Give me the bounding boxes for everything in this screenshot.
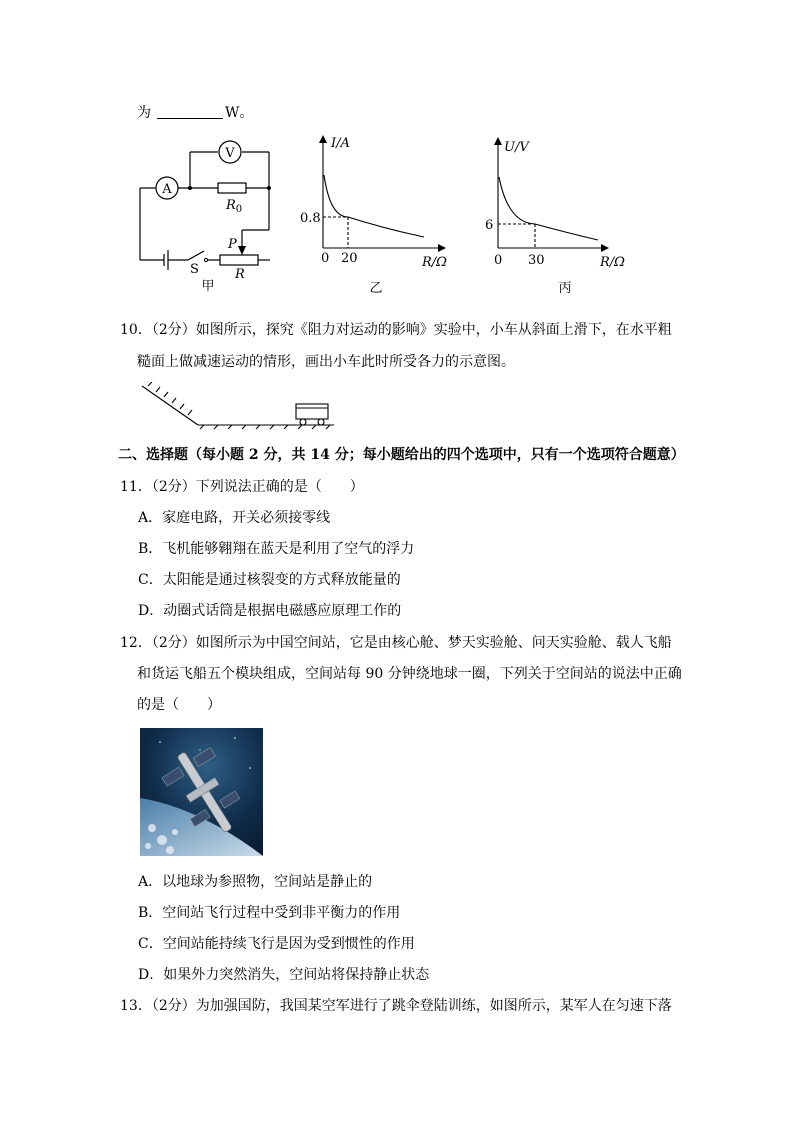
graph-bing-xlabel: R/Ω	[600, 255, 625, 270]
q10-line-2: 糙面上做减速运动的情形，画出小车此时所受各力的示意图。	[137, 354, 515, 370]
voltmeter-label: V	[225, 146, 235, 161]
graph-yi-curve	[324, 175, 424, 237]
q12-line-3: 的是（ ）	[137, 697, 221, 713]
graph-bing-caption: 丙	[558, 281, 572, 296]
q11-stem: 11．（2分）下列说法正确的是（ ）	[120, 479, 364, 495]
q9-answer-line	[137, 103, 253, 123]
r0-label: $R_0$	[226, 198, 243, 215]
cart-icon	[296, 404, 328, 419]
q12-option-a[interactable]: A．以地球为参照物，空间站是静止的	[138, 874, 373, 890]
graph-yi	[296, 133, 461, 298]
graph-bing	[480, 135, 640, 298]
graph-bing-ytick: 6	[485, 218, 494, 233]
q11-option-a[interactable]: A．家庭电路，开关必须接零线	[138, 510, 331, 526]
graph-bing-xtick: 30	[528, 253, 545, 268]
q9-prefix: 为	[137, 105, 151, 121]
q12-line-2: 和货运飞船五个模块组成，空间站每 90 分钟绕地球一圈，下列关于空间站的说法中正确	[137, 666, 682, 682]
slider-arrow-icon	[238, 246, 246, 255]
q10-line-1: 10．（2分）如图所示，探究《阻力对运动的影响》实验中，小车从斜面上滑下，在水平粗	[120, 322, 672, 338]
ammeter-label: A	[162, 182, 172, 197]
graph-bing-curve	[499, 177, 598, 240]
q12-option-b[interactable]: B．空间站飞行过程中受到非平衡力的作用	[138, 905, 401, 921]
space-station-image	[140, 728, 263, 856]
graph-yi-xtick: 20	[341, 251, 358, 266]
graph-yi-ylabel: I/A	[331, 136, 350, 151]
rheostat-icon	[220, 255, 258, 265]
q9-answer-blank[interactable]	[157, 104, 223, 119]
q11-option-d[interactable]: D．动圈式话筒是根据电磁感应原理工作的	[138, 603, 402, 619]
graph-yi-origin: 0	[321, 251, 330, 266]
q11-option-c[interactable]: C．太阳能是通过核裂变的方式释放能量的	[138, 572, 401, 588]
q13-line-1: 13．（2分）为加强国防，我国某空军进行了跳伞登陆训练，如图所示，某军人在匀速下落	[120, 998, 672, 1014]
q12-line-1: 12．（2分）如图所示为中国空间站，它是由核心舱、梦天实验舱、问天实验舱、载人飞船	[120, 635, 672, 651]
slider-label: P	[228, 237, 237, 252]
q12-option-c[interactable]: C．空间站能持续飞行是因为受到惯性的作用	[138, 936, 415, 952]
section-2-title: 二、选择题（每小题 2 分，共 14 分；每小题给出的四个选项中，只有一个选项符合题意）	[118, 447, 685, 463]
circuit-diagram	[130, 138, 290, 298]
q11-option-b[interactable]: B．飞机能够翱翔在蓝天是利用了空气的浮力	[138, 541, 415, 557]
q12-option-d[interactable]: D．如果外力突然消失，空间站将保持静止状态	[138, 967, 430, 983]
graph-bing-origin: 0	[494, 253, 503, 268]
graph-yi-ytick: 0.8	[300, 211, 321, 226]
graph-yi-xlabel: R/Ω	[422, 255, 447, 270]
rheostat-label: R	[235, 267, 245, 282]
switch-label: S	[190, 262, 199, 277]
graph-yi-caption: 乙	[369, 281, 383, 296]
incline-cart-figure	[138, 382, 338, 432]
circuit-caption: 甲	[201, 279, 215, 294]
q9-unit: W。	[225, 105, 254, 121]
r0-resistor-icon	[218, 183, 246, 193]
graph-bing-ylabel: U/V	[504, 140, 529, 155]
